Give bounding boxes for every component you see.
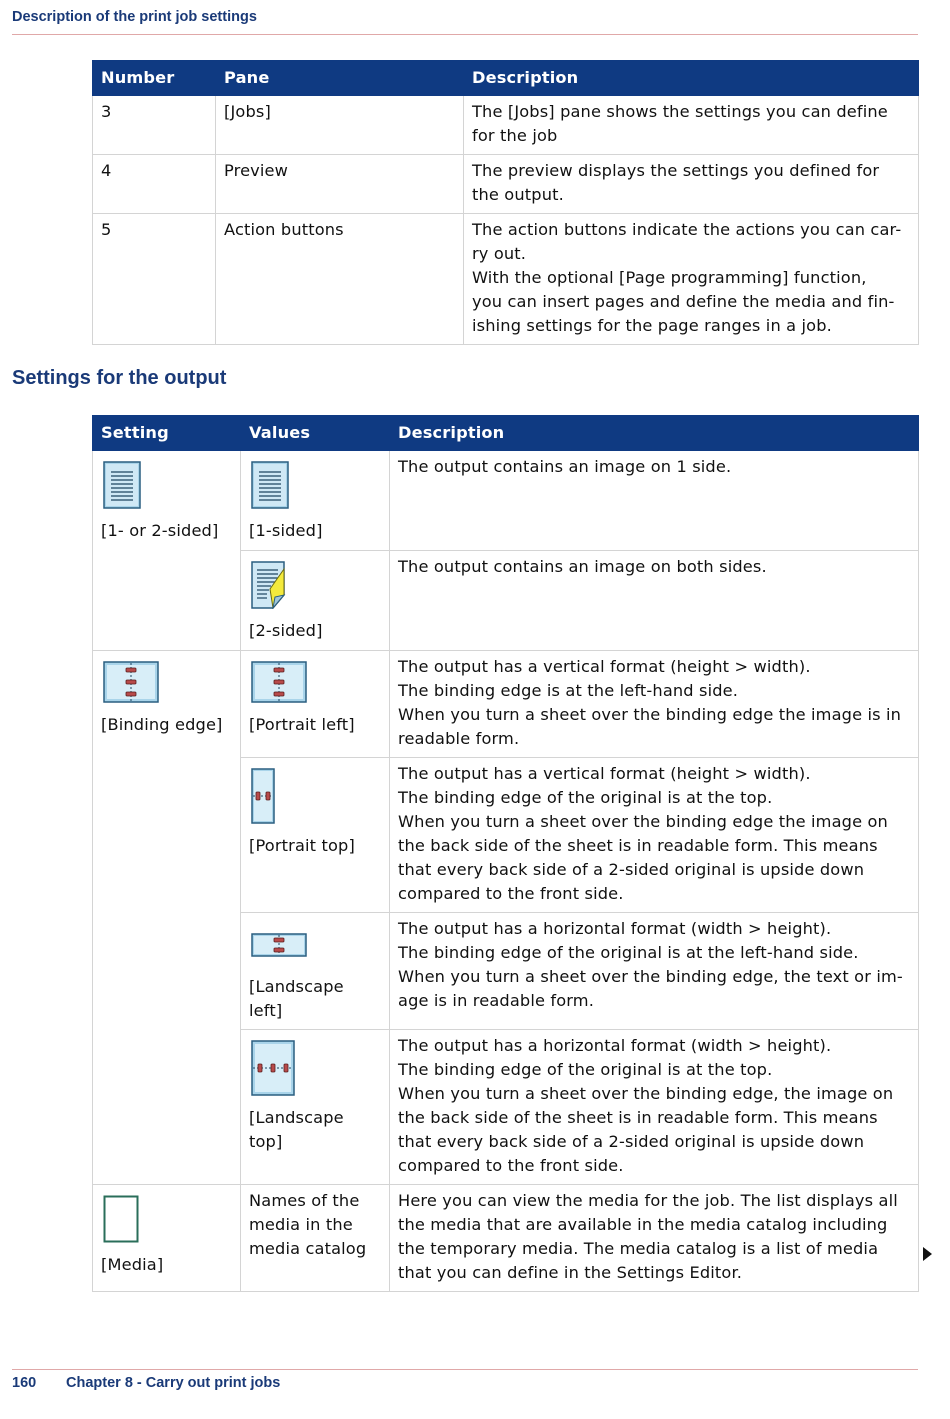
media-sheet-icon (103, 1195, 232, 1243)
pane-name: Preview (216, 155, 464, 214)
two-sided-page-icon (251, 561, 381, 609)
text-line: The output contains an image on 1 side. (398, 457, 732, 476)
text-line: you can insert pages and define the media and fin- (472, 292, 895, 311)
setting-cell-binding (93, 651, 241, 1185)
text-line: [Portrait top] (249, 836, 355, 855)
text-line: The output has a horizontal format (width > height). (398, 919, 832, 938)
pane-name: Action buttons (216, 214, 464, 345)
value-description (390, 451, 919, 551)
value-description (390, 1185, 919, 1292)
text-line: Here you can view the media for the job. The list displays all (398, 1191, 898, 1210)
text-line: top] (249, 1132, 283, 1151)
text-line: The binding edge is at the left-hand side. (398, 681, 739, 700)
value-cell (241, 551, 390, 651)
value-description (390, 913, 919, 1030)
text-line: the back side of the sheet is in readable form. This means (398, 1108, 878, 1127)
binding-landscape-left-icon (251, 933, 381, 957)
value-label (249, 975, 381, 1023)
text-line: The [Jobs] pane shows the settings you can define (472, 102, 888, 121)
text-line: the output. (472, 185, 564, 204)
value-label (249, 519, 381, 543)
value-cell (241, 451, 390, 551)
text-line: compared to the front side. (398, 1156, 624, 1175)
binding-portrait-left-icon (251, 661, 381, 703)
settings-table-header-row (93, 416, 919, 451)
value-cell (241, 1185, 390, 1292)
text-line: When you turn a sheet over the binding edge, the text or im- (398, 967, 903, 986)
table-row (93, 155, 919, 214)
table-row (93, 451, 919, 551)
text-line: [Landscape (249, 1108, 344, 1127)
text-line: [Portrait left] (249, 715, 355, 734)
text-line: When you turn a sheet over the binding edge, the image on (398, 1084, 894, 1103)
pane-description (464, 214, 919, 345)
table-row (93, 214, 919, 345)
one-sided-page-icon (103, 461, 232, 509)
col-header-setting: Setting (93, 416, 241, 451)
text-line: the back side of the sheet is in readable form. This means (398, 836, 878, 855)
col-header-number: Number (93, 61, 216, 96)
text-line: [1-sided] (249, 521, 323, 540)
text-line: ry out. (472, 244, 527, 263)
value-label (249, 834, 381, 858)
text-line: The output has a vertical format (height > width). (398, 657, 811, 676)
text-line: When you turn a sheet over the binding edge the image is in (398, 705, 902, 724)
text-line: The binding edge of the original is at the top. (398, 788, 773, 807)
text-line: [Landscape left] (249, 977, 344, 1020)
table-row (93, 96, 919, 155)
continued-arrow-icon (923, 1247, 932, 1261)
one-sided-page-icon (251, 461, 381, 509)
panes-table (92, 60, 919, 345)
text-line: With the optional [Page programming] function, (472, 268, 867, 287)
text-line: ishing settings for the page ranges in a job. (472, 316, 832, 335)
text-line: The output contains an image on both sides. (398, 557, 767, 576)
text-line: for the job (472, 126, 558, 145)
col-header-description: Description (390, 416, 919, 451)
footer-rule (12, 1369, 918, 1370)
text-line: that you can define in the Settings Editor. (398, 1263, 743, 1282)
chapter-title: Chapter 8 - Carry out print jobs (66, 1375, 281, 1391)
pane-description (464, 96, 919, 155)
value-description (390, 1030, 919, 1185)
text-line: The action buttons indicate the actions you can car- (472, 220, 902, 239)
page-number: 160 (12, 1375, 37, 1391)
text-line: compared to the front side. (398, 884, 624, 903)
value-description (390, 758, 919, 913)
binding-portrait-top-icon (251, 768, 381, 824)
setting-label: [1- or 2-sided] (101, 521, 219, 540)
binding-landscape-top-icon (251, 1040, 381, 1096)
text-line: readable form. (398, 729, 520, 748)
pane-number: 4 (93, 155, 216, 214)
header-rule (12, 34, 918, 35)
value-description (390, 651, 919, 758)
panes-table-header-row (93, 61, 919, 96)
text-line: The preview displays the settings you defined for (472, 161, 880, 180)
text-line: the media that are available in the media catalog including (398, 1215, 888, 1234)
value-label (249, 619, 381, 643)
table-row (93, 651, 919, 758)
text-line: The binding edge of the original is at the left-hand side. (398, 943, 859, 962)
text-line: the temporary media. The media catalog is a list of media (398, 1239, 879, 1258)
text-line: The binding edge of the original is at the top. (398, 1060, 773, 1079)
pane-description (464, 155, 919, 214)
value-cell (241, 651, 390, 758)
text-line: The output has a vertical format (height > width). (398, 764, 811, 783)
setting-label: [Binding edge] (101, 715, 223, 734)
section-title: Settings for the output (12, 367, 227, 389)
value-cell (241, 758, 390, 913)
value-description (390, 551, 919, 651)
col-header-pane: Pane (216, 61, 464, 96)
pane-name: [Jobs] (216, 96, 464, 155)
text-line: Names of the (249, 1191, 360, 1210)
text-line: age is in readable form. (398, 991, 595, 1010)
value-cell (241, 913, 390, 1030)
setting-label: [Media] (101, 1255, 164, 1274)
setting-cell-sided (93, 451, 241, 651)
col-header-values: Values (241, 416, 390, 451)
running-header: Description of the print job settings (12, 9, 257, 25)
text-line: [2-sided] (249, 621, 323, 640)
text-line: media catalog (249, 1239, 367, 1258)
value-cell (241, 1030, 390, 1185)
table-row (93, 1185, 919, 1292)
value-label (249, 713, 381, 737)
binding-portrait-left-icon (103, 661, 232, 703)
pane-number: 3 (93, 96, 216, 155)
pane-number: 5 (93, 214, 216, 345)
text-line: that every back side of a 2-sided original is upside down (398, 860, 865, 879)
col-header-description: Description (464, 61, 919, 96)
value-label (249, 1106, 381, 1154)
text-line: media in the (249, 1215, 353, 1234)
text-line: that every back side of a 2-sided original is upside down (398, 1132, 865, 1151)
settings-table (92, 415, 919, 1292)
text-line: The output has a horizontal format (width > height). (398, 1036, 832, 1055)
text-line: When you turn a sheet over the binding edge the image on (398, 812, 888, 831)
setting-cell-media (93, 1185, 241, 1292)
